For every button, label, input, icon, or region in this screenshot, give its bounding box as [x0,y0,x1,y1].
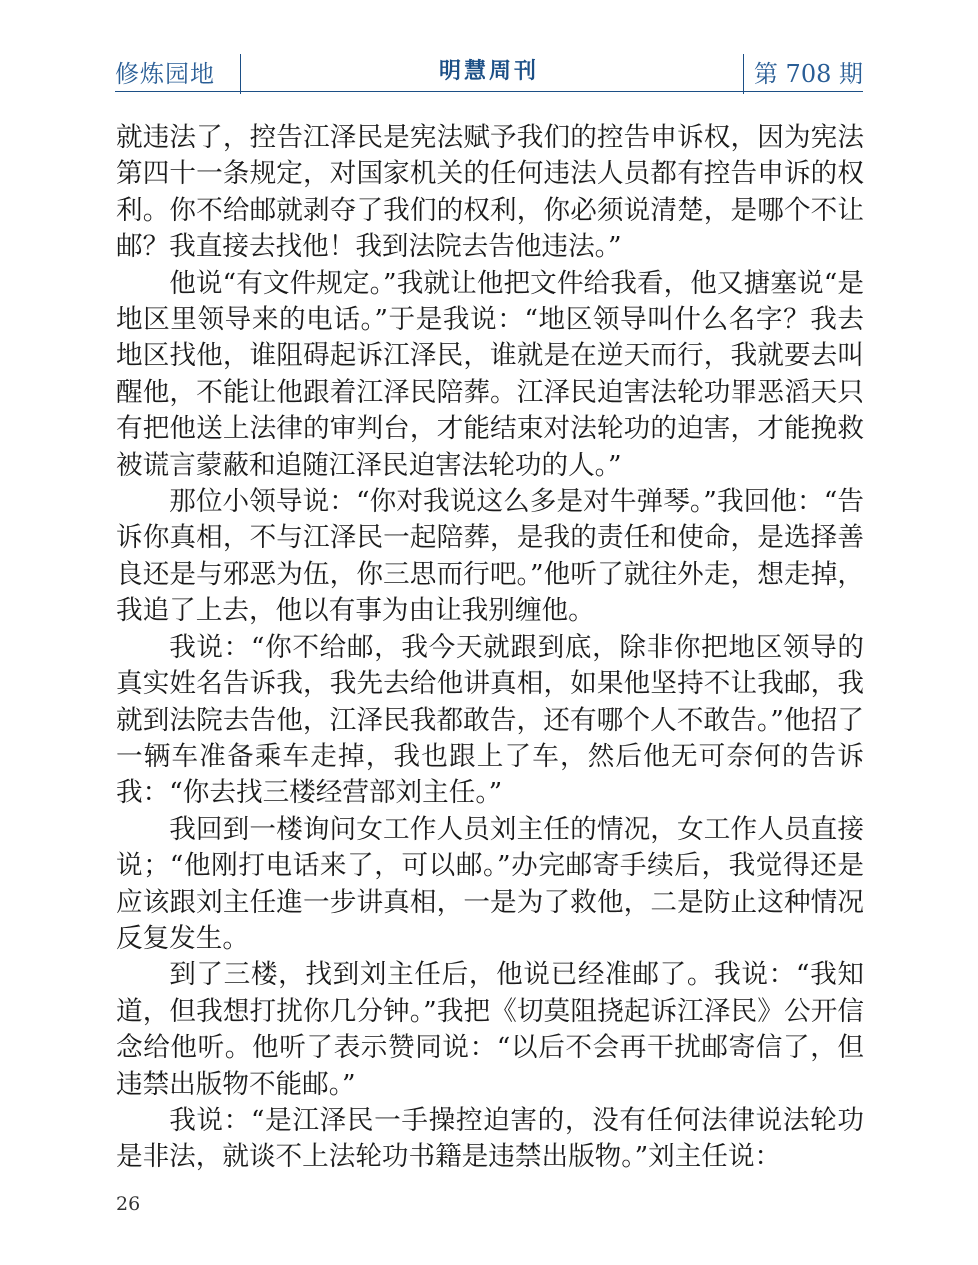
paragraph-6: 到了三楼，找到刘主任后，他说已经准邮了。我说：“我知道，但我想打扰你几分钟。”我把《切莫阻挠起诉江泽民》公开信念给他听。他听了表示赞同说：“以后不会再干扰邮寄信了，但违禁出版物不能邮。” [116,959,864,1100]
paragraph-2: 他说“有文件规定。”我就让他把文件给我看，他又搪塞说“是地区里领导来的电话。”于是我说：“地区领导叫什么名字？我去地区找他，谁阻碍起诉江泽民，谁就是在逆天而行，我就要去叫醒他，不能让他跟着江泽民陪葬。江泽民迫害法轮功罪恶滔天只有把他送上法律的审判台，才能结束对法轮功的迫害，才能挽救被谎言蒙蔽和追随江泽民迫害法轮功的人。” [116,267,864,481]
article-body [116,120,864,1176]
header-publication-title: 明慧周刊 [438,59,539,84]
paragraph-1: 就违法了，控告江泽民是宪法赋予我们的控告申诉权，因为宪法第四十一条规定，对国家机关的任何违法人员都有控告申诉的权利。你不给邮就剥夺了我们的权利，你必须说清楚，是哪个不让邮？我直接去找他！我到法院去告他违法。” [116,122,864,263]
page-header [115,48,863,92]
header-divider-right [743,54,744,94]
header-issue-number: 第 708 期 [753,60,863,88]
paragraph-7: 我说：“是江泽民一手操控迫害的，没有任何法律说法轮功是非法，就谈不上法轮功书籍是违禁出版物。”刘主任说： [116,1104,864,1173]
paragraph-3: 那位小领导说：“你对我说这么多是对牛弹琴。”我回他：“告诉你真相，不与江泽民一起陪葬，是我的责任和使命，是选择善良还是与邪恶为伍，你三思而行吧。”他听了就往外走，想走掉，我追了上去，他以有事为由让我别缠他。 [116,486,864,627]
paragraph-5: 我回到一楼询问女工作人员刘主任的情况，女工作人员直接说；“他刚打电话来了，可以邮。”办完邮寄手续后，我觉得还是应该跟刘主任進一步讲真相，一是为了救他，二是防止这种情况反复发生。 [116,813,864,954]
header-section-name: 修炼园地 [115,60,215,88]
header-rule [115,91,863,92]
paragraph-4: 我说：“你不给邮，我今天就跟到底，除非你把地区领导的真实姓名告诉我，我先去给他讲真相，如果他坚持不让我邮，我就到法院去告他，江泽民我都敢告，还有哪个人不敢告。”他招了一辆车准备乘车走掉，我也跟上了车，然后他无可奈何的告诉我：“你去找三楼经营部刘主任。” [116,631,864,809]
page-number: 26 [116,1193,141,1215]
